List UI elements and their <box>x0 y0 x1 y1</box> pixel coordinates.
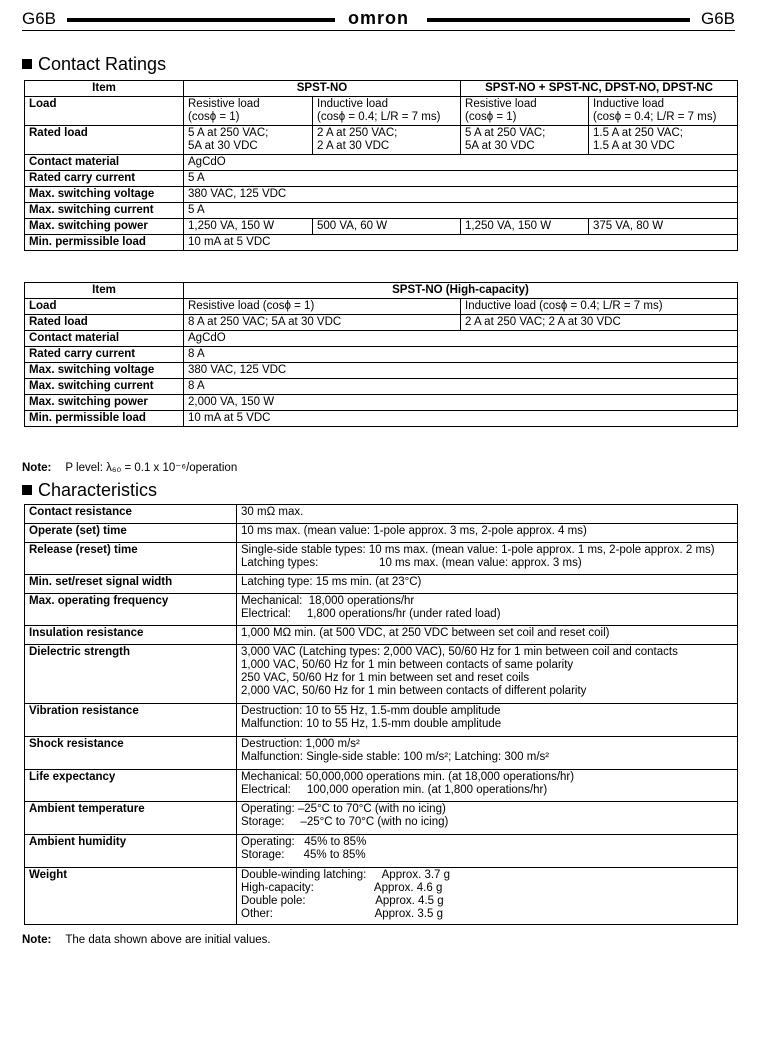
note-text: The data shown above are initial values. <box>65 934 271 946</box>
cell-line: 5 A at 250 VAC; <box>465 127 546 139</box>
row-value <box>237 802 738 835</box>
row-value <box>237 868 738 925</box>
row-label: Max. switching current <box>25 379 184 395</box>
table-row <box>25 770 738 802</box>
cell-line: 500 VA, 60 W <box>317 220 388 232</box>
table-row <box>25 235 738 251</box>
contact-ratings-table <box>24 80 738 251</box>
row-label: Rated load <box>25 126 184 155</box>
cell-line: Malfunction: 10 to 55 Hz, 1.5-mm double amplitude <box>241 718 502 730</box>
column-header: SPST-NO <box>184 81 461 97</box>
row-label: Max. switching voltage <box>25 187 184 203</box>
cell-line: 2 A at 30 VDC <box>317 140 390 152</box>
row-label: Min. set/reset signal width <box>25 575 237 594</box>
row-label: Weight <box>25 868 237 925</box>
cell-line: 30 mΩ max. <box>241 506 304 518</box>
table-row <box>25 835 738 868</box>
row-value: 2 A at 250 VAC; 2 A at 30 VDC <box>461 315 738 331</box>
cell-line: High-capacity: Approx. 4.6 g <box>241 882 443 894</box>
section-title-characteristics <box>22 480 157 501</box>
table-row <box>25 315 738 331</box>
cell-line: 1,000 VAC, 50/60 Hz for 1 min between contacts of same polarity <box>241 659 574 671</box>
table-row <box>25 187 738 203</box>
row-value: 10 mA at 5 VDC <box>184 411 738 427</box>
row-value <box>461 97 589 126</box>
cell-line: 1,250 VA, 150 W <box>465 220 552 232</box>
table-header-row <box>25 81 738 97</box>
header-rule <box>67 18 335 22</box>
table-row <box>25 379 738 395</box>
cell-line: Storage: 45% to 85% <box>241 849 366 861</box>
row-value: 8 A at 250 VAC; 5A at 30 VDC <box>184 315 461 331</box>
cell-line: Single-side stable types: 10 ms max. (mean value: 1-pole approx. 1 ms, 2-pole approx. 2 ms) <box>241 544 715 556</box>
cell-line: 1.5 A at 250 VAC; <box>593 127 683 139</box>
row-value: 10 mA at 5 VDC <box>184 235 738 251</box>
characteristics-table <box>24 504 738 925</box>
note-p-level <box>22 460 237 474</box>
row-value <box>313 97 461 126</box>
row-label: Ambient temperature <box>25 802 237 835</box>
row-label: Load <box>25 97 184 126</box>
row-value <box>237 505 738 524</box>
row-label: Dielectric strength <box>25 645 237 704</box>
cell-line: Destruction: 1,000 m/s² <box>241 738 360 750</box>
row-value: AgCdO <box>184 155 738 171</box>
row-value <box>461 126 589 155</box>
row-value <box>237 770 738 802</box>
row-value <box>237 524 738 543</box>
row-label: Shock resistance <box>25 737 237 770</box>
cell-line: 5A at 30 VDC <box>188 140 258 152</box>
row-label: Release (reset) time <box>25 543 237 575</box>
row-value: 2,000 VA, 150 W <box>184 395 738 411</box>
row-label: Max. switching power <box>25 219 184 235</box>
row-label: Load <box>25 299 184 315</box>
row-value <box>237 543 738 575</box>
cell-line: Electrical: 100,000 operation min. (at 1,800 operations/hr) <box>241 784 548 796</box>
cell-line: 5A at 30 VDC <box>465 140 535 152</box>
cell-line: 250 VAC, 50/60 Hz for 1 min between set and reset coils <box>241 672 530 684</box>
row-value: 380 VAC, 125 VDC <box>184 187 738 203</box>
cell-line: (cosϕ = 0.4; L/R = 7 ms) <box>317 111 441 123</box>
high-capacity-table <box>24 282 738 427</box>
row-value <box>184 219 313 235</box>
row-value: Resistive load (cosϕ = 1) <box>184 299 461 315</box>
table-row <box>25 704 738 737</box>
model-left: G6B <box>22 9 57 28</box>
table-row <box>25 737 738 770</box>
table-row <box>25 203 738 219</box>
cell-line: 2 A at 250 VAC; <box>317 127 398 139</box>
table-row <box>25 802 738 835</box>
table-row <box>25 299 738 315</box>
row-label: Life expectancy <box>25 770 237 802</box>
cell-line: (cosϕ = 1) <box>465 111 517 123</box>
row-value: 380 VAC, 125 VDC <box>184 363 738 379</box>
section-title-contact-ratings <box>22 54 166 75</box>
table-row <box>25 411 738 427</box>
note-label: Note: <box>22 462 52 474</box>
row-label: Max. switching current <box>25 203 184 219</box>
row-value <box>184 126 313 155</box>
table-row <box>25 626 738 645</box>
row-label: Insulation resistance <box>25 626 237 645</box>
cell-line: Double-winding latching: Approx. 3.7 g <box>241 869 451 881</box>
table-row <box>25 219 738 235</box>
table-row <box>25 155 738 171</box>
row-value <box>589 126 738 155</box>
page-header <box>22 8 735 31</box>
row-label: Contact resistance <box>25 505 237 524</box>
row-label: Contact material <box>25 331 184 347</box>
column-header: SPST-NO + SPST-NC, DPST-NO, DPST-NC <box>461 81 738 97</box>
cell-line: Latching type: 15 ms min. (at 23°C) <box>241 576 422 588</box>
cell-line: Electrical: 1,800 operations/hr (under rated load) <box>241 608 501 620</box>
row-label: Min. permissible load <box>25 411 184 427</box>
table-row <box>25 505 738 524</box>
cell-line: Other: Approx. 3.5 g <box>241 908 443 920</box>
cell-line: 375 VA, 80 W <box>593 220 664 232</box>
cell-line: Storage: –25°C to 70°C (with no icing) <box>241 816 449 828</box>
table-row <box>25 543 738 575</box>
table-row <box>25 171 738 187</box>
cell-line: Inductive load <box>593 98 664 110</box>
cell-line: 1,000 MΩ min. (at 500 VDC, at 250 VDC between set coil and reset coil) <box>241 627 610 639</box>
table-row <box>25 363 738 379</box>
row-label: Vibration resistance <box>25 704 237 737</box>
row-value <box>237 645 738 704</box>
row-value <box>184 97 313 126</box>
model-right: G6B <box>700 9 735 28</box>
row-value: AgCdO <box>184 331 738 347</box>
table-row <box>25 594 738 626</box>
omron-logo: omron <box>336 8 421 29</box>
row-label: Min. permissible load <box>25 235 184 251</box>
row-value <box>237 737 738 770</box>
cell-line: Mechanical: 50,000,000 operations min. (at 18,000 operations/hr) <box>241 771 575 783</box>
cell-line: 3,000 VAC (Latching types: 2,000 VAC), 50/60 Hz for 1 min between coil and contacts <box>241 646 678 658</box>
row-value: Inductive load (cosϕ = 0.4; L/R = 7 ms) <box>461 299 738 315</box>
row-label: Contact material <box>25 155 184 171</box>
cell-line: 5 A at 250 VAC; <box>188 127 269 139</box>
table-row <box>25 331 738 347</box>
table-row <box>25 524 738 543</box>
cell-line: (cosϕ = 1) <box>188 111 240 123</box>
table-row <box>25 395 738 411</box>
column-header: SPST-NO (High-capacity) <box>184 283 738 299</box>
table-row <box>25 645 738 704</box>
cell-line: Malfunction: Single-side stable: 100 m/s²; Latching: 300 m/s² <box>241 751 550 763</box>
column-header: Item <box>25 283 184 299</box>
cell-line: Inductive load <box>317 98 388 110</box>
row-value <box>589 97 738 126</box>
note-text: P level: λ₆₀ = 0.1 x 10⁻⁶/operation <box>65 462 238 474</box>
cell-line: Mechanical: 18,000 operations/hr <box>241 595 415 607</box>
cell-line: 2,000 VAC, 50/60 Hz for 1 min between contacts of different polarity <box>241 685 587 697</box>
table-row <box>25 868 738 925</box>
row-value: 8 A <box>184 379 738 395</box>
cell-line: 1,250 VA, 150 W <box>188 220 275 232</box>
row-value <box>313 126 461 155</box>
row-label: Ambient humidity <box>25 835 237 868</box>
table-row <box>25 575 738 594</box>
cell-line: Operating: –25°C to 70°C (with no icing) <box>241 803 446 815</box>
note-initial-values <box>22 934 271 946</box>
table-header-row <box>25 283 738 299</box>
row-value <box>237 626 738 645</box>
row-value: 5 A <box>184 171 738 187</box>
row-label: Rated carry current <box>25 171 184 187</box>
cell-line: Resistive load <box>188 98 260 110</box>
cell-line: Resistive load <box>465 98 537 110</box>
row-value <box>237 575 738 594</box>
cell-line: Double pole: Approx. 4.5 g <box>241 895 444 907</box>
row-value: 5 A <box>184 203 738 219</box>
row-value <box>237 835 738 868</box>
note-label: Note: <box>22 934 52 946</box>
table-row <box>25 97 738 126</box>
row-label: Operate (set) time <box>25 524 237 543</box>
cell-line: Latching types: 10 ms max. (mean value: approx. 3 ms) <box>241 557 582 569</box>
column-header: Item <box>25 81 184 97</box>
row-label: Max. switching power <box>25 395 184 411</box>
row-label: Rated carry current <box>25 347 184 363</box>
table-row <box>25 126 738 155</box>
row-label: Rated load <box>25 315 184 331</box>
row-label: Max. operating frequency <box>25 594 237 626</box>
cell-line: Destruction: 10 to 55 Hz, 1.5-mm double amplitude <box>241 705 501 717</box>
header-rule <box>427 18 690 22</box>
row-value <box>461 219 589 235</box>
row-label: Max. switching voltage <box>25 363 184 379</box>
row-value <box>237 594 738 626</box>
cell-line: (cosϕ = 0.4; L/R = 7 ms) <box>593 111 717 123</box>
table-row <box>25 347 738 363</box>
bullet-square-icon <box>22 59 32 69</box>
bullet-square-icon <box>22 485 32 495</box>
cell-line: Operating: 45% to 85% <box>241 836 367 848</box>
cell-line: 10 ms max. (mean value: 1-pole approx. 3 ms, 2-pole approx. 4 ms) <box>241 525 587 537</box>
row-value <box>313 219 461 235</box>
row-value <box>589 219 738 235</box>
cell-line: 1.5 A at 30 VDC <box>593 140 675 152</box>
row-value: 8 A <box>184 347 738 363</box>
section-title-text: Contact Ratings <box>38 54 167 74</box>
row-value <box>237 704 738 737</box>
section-title-text: Characteristics <box>38 480 158 500</box>
